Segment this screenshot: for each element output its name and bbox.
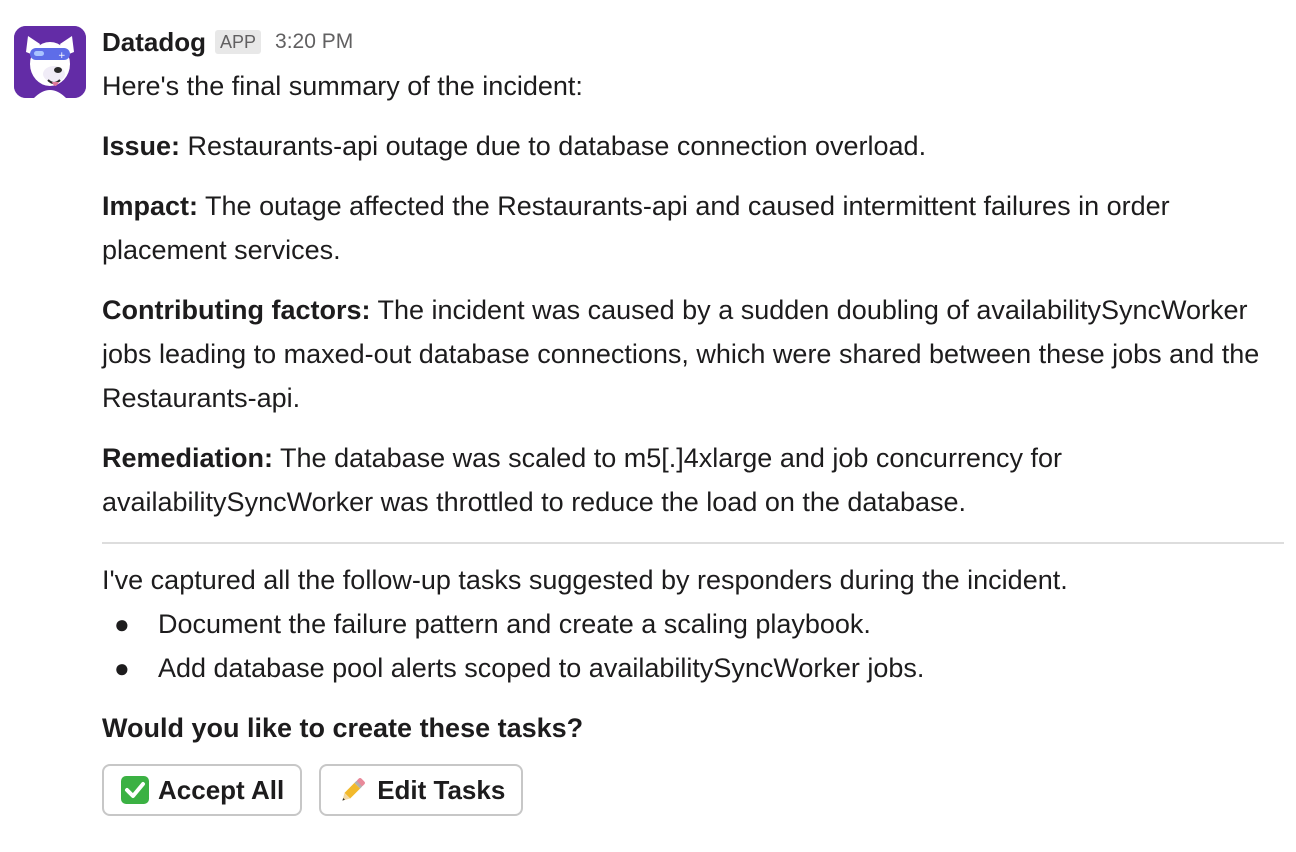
impact-label: Impact:: [102, 191, 199, 221]
issue-paragraph: [102, 124, 1284, 168]
task-list: [102, 602, 1284, 690]
check-mark-button-icon: [120, 775, 150, 805]
intro-text: Here's the final summary of the incident:: [102, 71, 583, 101]
issue-label: Issue:: [102, 131, 181, 161]
edit-tasks-label: Edit Tasks: [377, 774, 506, 805]
list-item: [102, 646, 1284, 690]
message-content: [102, 20, 1284, 816]
accept-all-button[interactable]: [102, 764, 302, 816]
question-text: Would you like to create these tasks?: [102, 713, 584, 743]
edit-tasks-button[interactable]: [319, 764, 523, 816]
list-item: [102, 602, 1284, 646]
bullet-icon: ●: [114, 653, 130, 683]
svg-text:+: +: [58, 51, 66, 61]
message-body: [102, 64, 1284, 750]
impact-text: The outage affected the Restaurants-api and caused intermittent failures in order placement services.: [102, 191, 1170, 265]
sender-name[interactable]: Datadog: [102, 26, 206, 57]
accept-all-label: Accept All: [158, 774, 285, 805]
issue-text: Restaurants-api outage due to database connection overload.: [180, 131, 927, 161]
action-buttons: [102, 764, 1284, 816]
message-header: [102, 20, 1284, 64]
factors-paragraph: [102, 288, 1284, 420]
remediation-label: Remediation:: [102, 443, 274, 473]
pencil-icon: [337, 774, 369, 806]
followup-text: I've captured all the follow-up tasks suggested by responders during the incident.: [102, 565, 1068, 595]
remediation-text: The database was scaled to m5[.]4xlarge and job concurrency for availabilitySyncWorker was throttled to reduce the load on the database.: [102, 443, 1062, 517]
message-timestamp[interactable]: 3:20 PM: [275, 30, 354, 53]
divider: [102, 542, 1284, 544]
datadog-avatar[interactable]: [14, 26, 86, 98]
bullet-icon: ●: [114, 609, 130, 639]
impact-paragraph: [102, 184, 1284, 272]
factors-text: The incident was caused by a sudden doubling of availabilitySyncWorker jobs leading to maxed-out database connections, which were shared between these jobs and the Restaurants-api.: [102, 295, 1260, 413]
task-text: Add database pool alerts scoped to availabilitySyncWorker jobs.: [158, 653, 925, 683]
remediation-paragraph: [102, 436, 1284, 524]
datadog-dog-icon: [14, 26, 86, 98]
factors-label: Contributing factors:: [102, 295, 371, 325]
app-badge: APP: [215, 30, 261, 54]
task-text: Document the failure pattern and create a scaling playbook.: [158, 609, 871, 639]
